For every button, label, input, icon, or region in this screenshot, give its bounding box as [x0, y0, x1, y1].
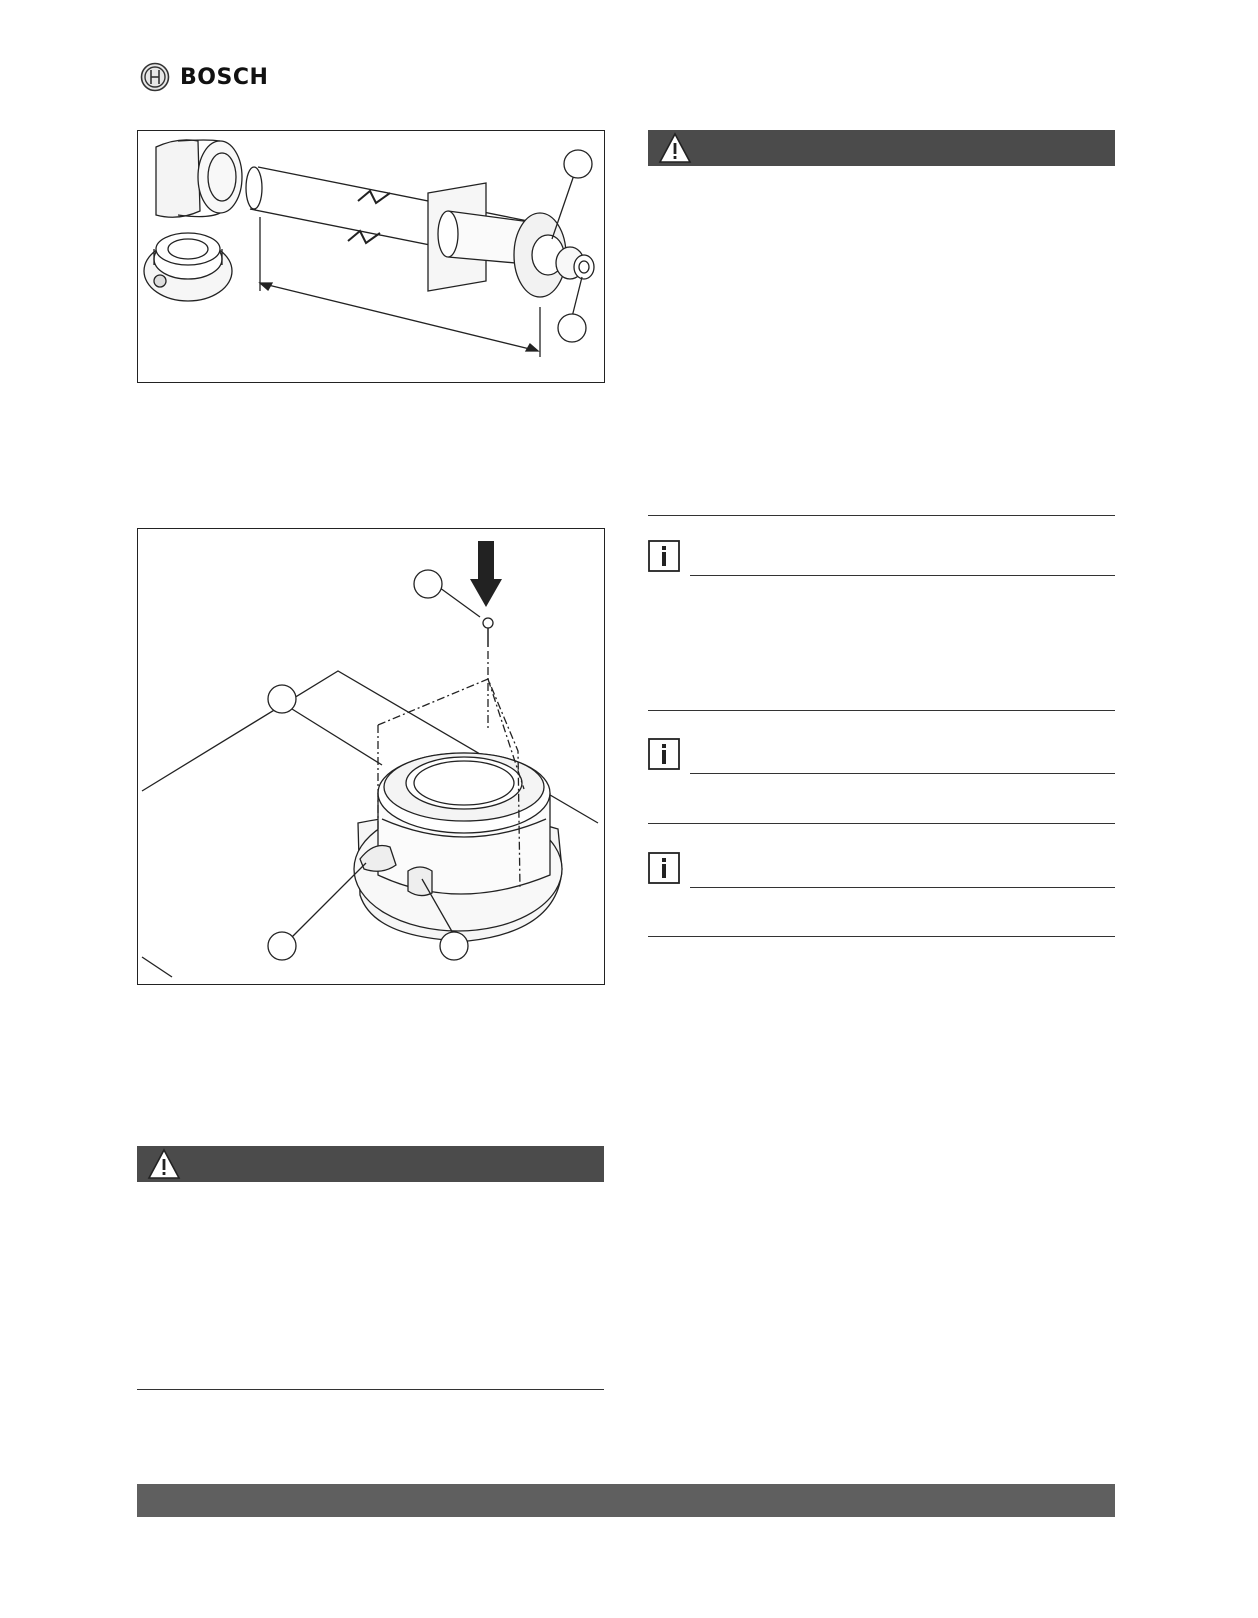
- info-1-header-line: [690, 575, 1115, 576]
- figure-flue-adaptor: [137, 528, 605, 985]
- warning-bar-left: [137, 1146, 604, 1182]
- info-icon: [648, 540, 680, 572]
- callout-circle-2: [558, 314, 586, 342]
- info-icon: [648, 852, 680, 884]
- warning-triangle-icon: [658, 132, 692, 164]
- info-icon: [648, 738, 680, 770]
- info-2-end-rule: [648, 823, 1115, 824]
- info-notice-2: [648, 738, 1115, 778]
- info-notice-1: [648, 540, 1115, 580]
- warning-triangle-icon: [147, 1148, 181, 1180]
- callout-circle-test-point-b: [440, 932, 468, 960]
- direction-arrow-icon: [470, 541, 502, 607]
- warning-bar-right: [648, 130, 1115, 166]
- flue-adaptor-illustration: [138, 529, 604, 984]
- bosch-logo-icon: [140, 62, 170, 92]
- info-notice-3: [648, 852, 1115, 892]
- warning-right-end-rule: [648, 515, 1115, 516]
- warning-left-end-rule: [137, 1389, 604, 1390]
- callout-circle-test-point-a: [268, 932, 296, 960]
- callout-circle-1: [564, 150, 592, 178]
- info-2-header-line: [690, 773, 1115, 774]
- figure-terminal-kit: [137, 130, 605, 383]
- callout-circle-adaptor: [268, 685, 296, 713]
- bosch-logo: [140, 60, 280, 94]
- callout-circle-screw: [414, 570, 442, 598]
- page-footer-bar: [137, 1484, 1115, 1517]
- terminal-kit-illustration: [138, 131, 604, 382]
- info-3-end-rule: [648, 936, 1115, 937]
- info-1-end-rule: [648, 710, 1115, 711]
- info-3-header-line: [690, 887, 1115, 888]
- brand-name: BOSCH: [180, 64, 269, 90]
